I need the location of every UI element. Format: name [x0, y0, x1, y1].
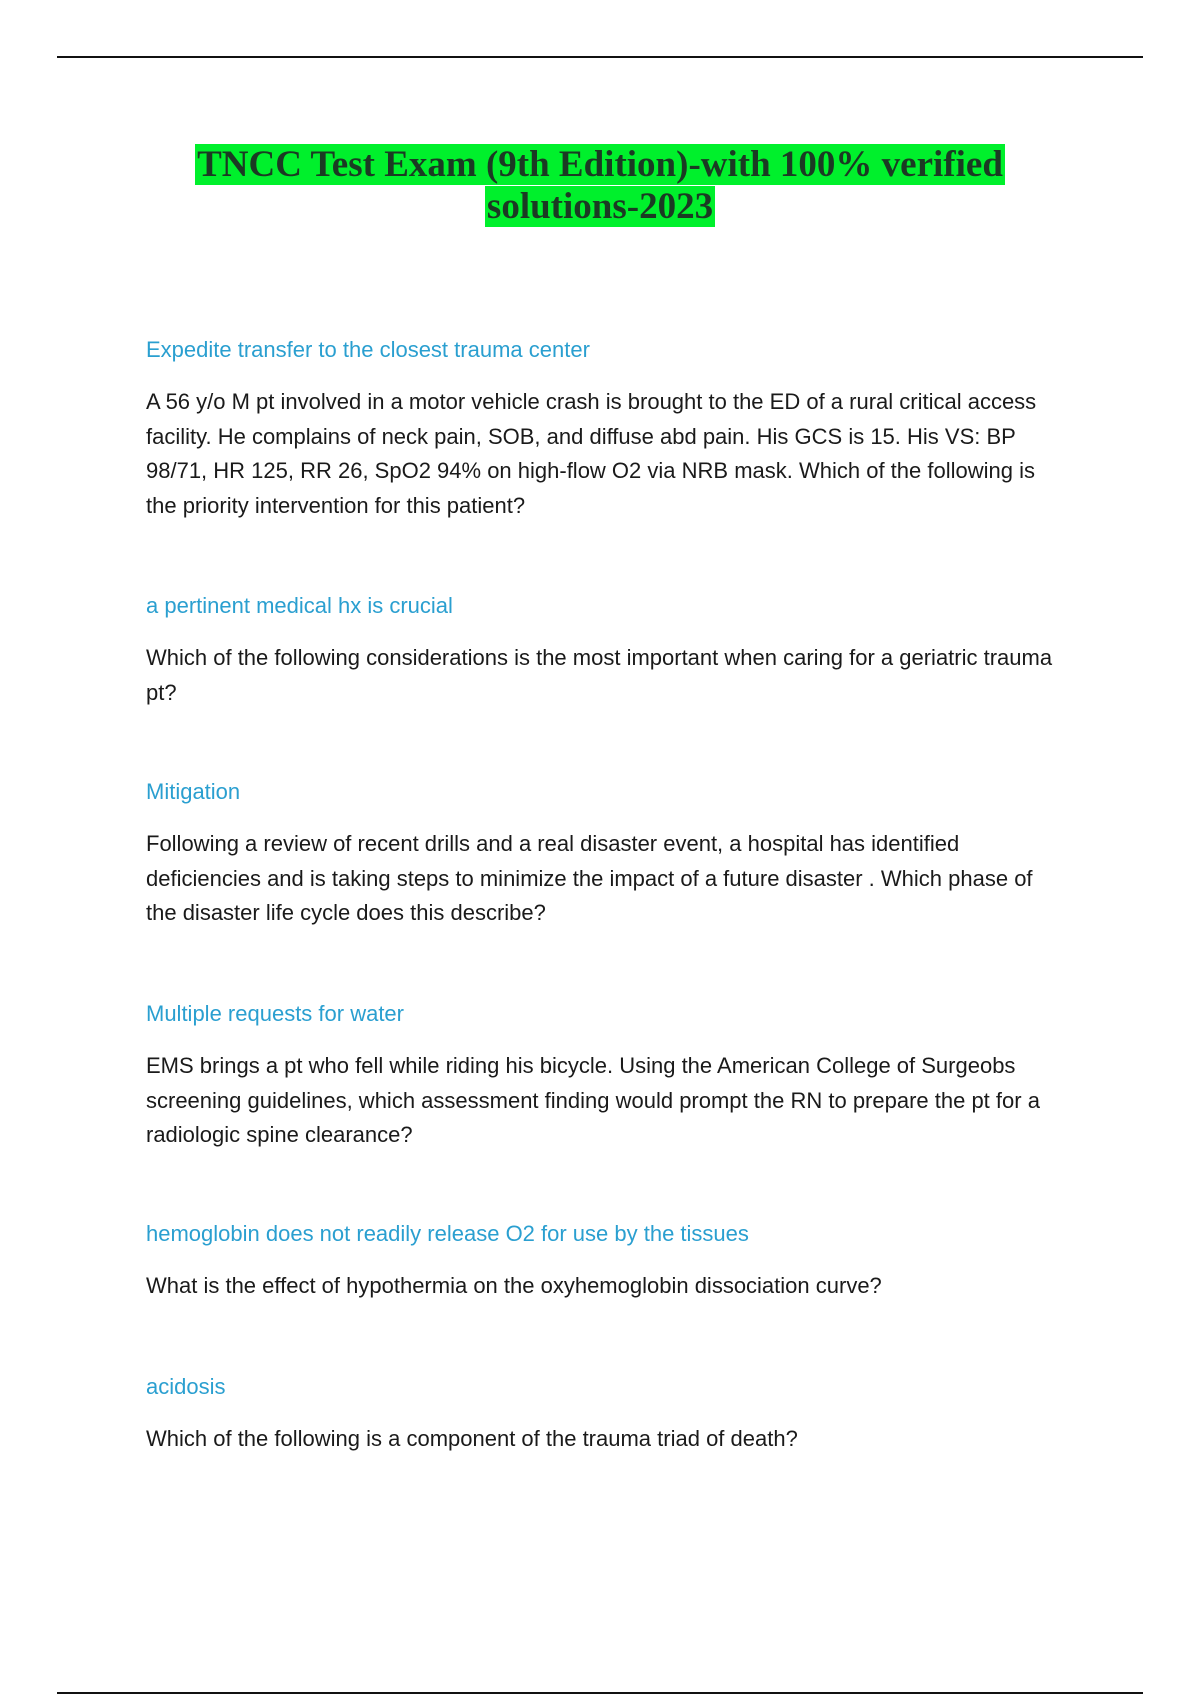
- question-text: Which of the following considerations is the most important when caring for a geriatric trauma pt?: [146, 645, 1053, 705]
- answer-text: Multiple requests for water: [146, 1001, 404, 1026]
- question-text: A 56 y/o M pt involved in a motor vehicle crash is brought to the ED of a rural critical access facility. He complains of neck pain, SOB, and diffuse abd pain. His GCS is 15. His VS: BP 98/71, HR 125, RR 26, SpO2 94% on high-flow O2 via NRB mask. Which of the following is the priority intervention for this patient?: [146, 389, 1037, 518]
- qa-item-2: [146, 591, 1066, 710]
- answer-text: acidosis: [146, 1374, 226, 1399]
- question-text: What is the effect of hypothermia on the oxyhemoglobin dissociation curve?: [146, 1273, 882, 1298]
- qa-item-5: [146, 1219, 1066, 1304]
- bottom-rule: [57, 1692, 1143, 1694]
- answer-text: Expedite transfer to the closest trauma center: [146, 337, 590, 362]
- qa-item-1: [146, 335, 1066, 523]
- title-line-2: solutions-2023: [486, 186, 714, 227]
- qa-item-4: [146, 999, 1066, 1153]
- title-line-1: TNCC Test Exam (9th Edition)-with 100% verified: [197, 144, 1003, 185]
- qa-item-3: [146, 777, 1066, 931]
- answer-text: a pertinent medical hx is crucial: [146, 593, 453, 618]
- answer-text: hemoglobin does not readily release O2 for use by the tissues: [146, 1221, 749, 1246]
- top-rule: [57, 56, 1143, 58]
- question-text: EMS brings a pt who fell while riding his bicycle. Using the American College of Surgeobs screening guidelines, which assessment finding would prompt the RN to prepare the pt for a radiologic spine clearance?: [146, 1053, 1040, 1147]
- qa-item-6: [146, 1372, 1066, 1457]
- question-text: Which of the following is a component of the trauma triad of death?: [146, 1426, 798, 1451]
- question-text: Following a review of recent drills and a real disaster event, a hospital has identified deficiencies and is taking steps to minimize the impact of a future disaster . Which phase of the disaster life cycle does this describe?: [146, 831, 1033, 925]
- document-title: [0, 144, 1200, 228]
- answer-text: Mitigation: [146, 779, 241, 804]
